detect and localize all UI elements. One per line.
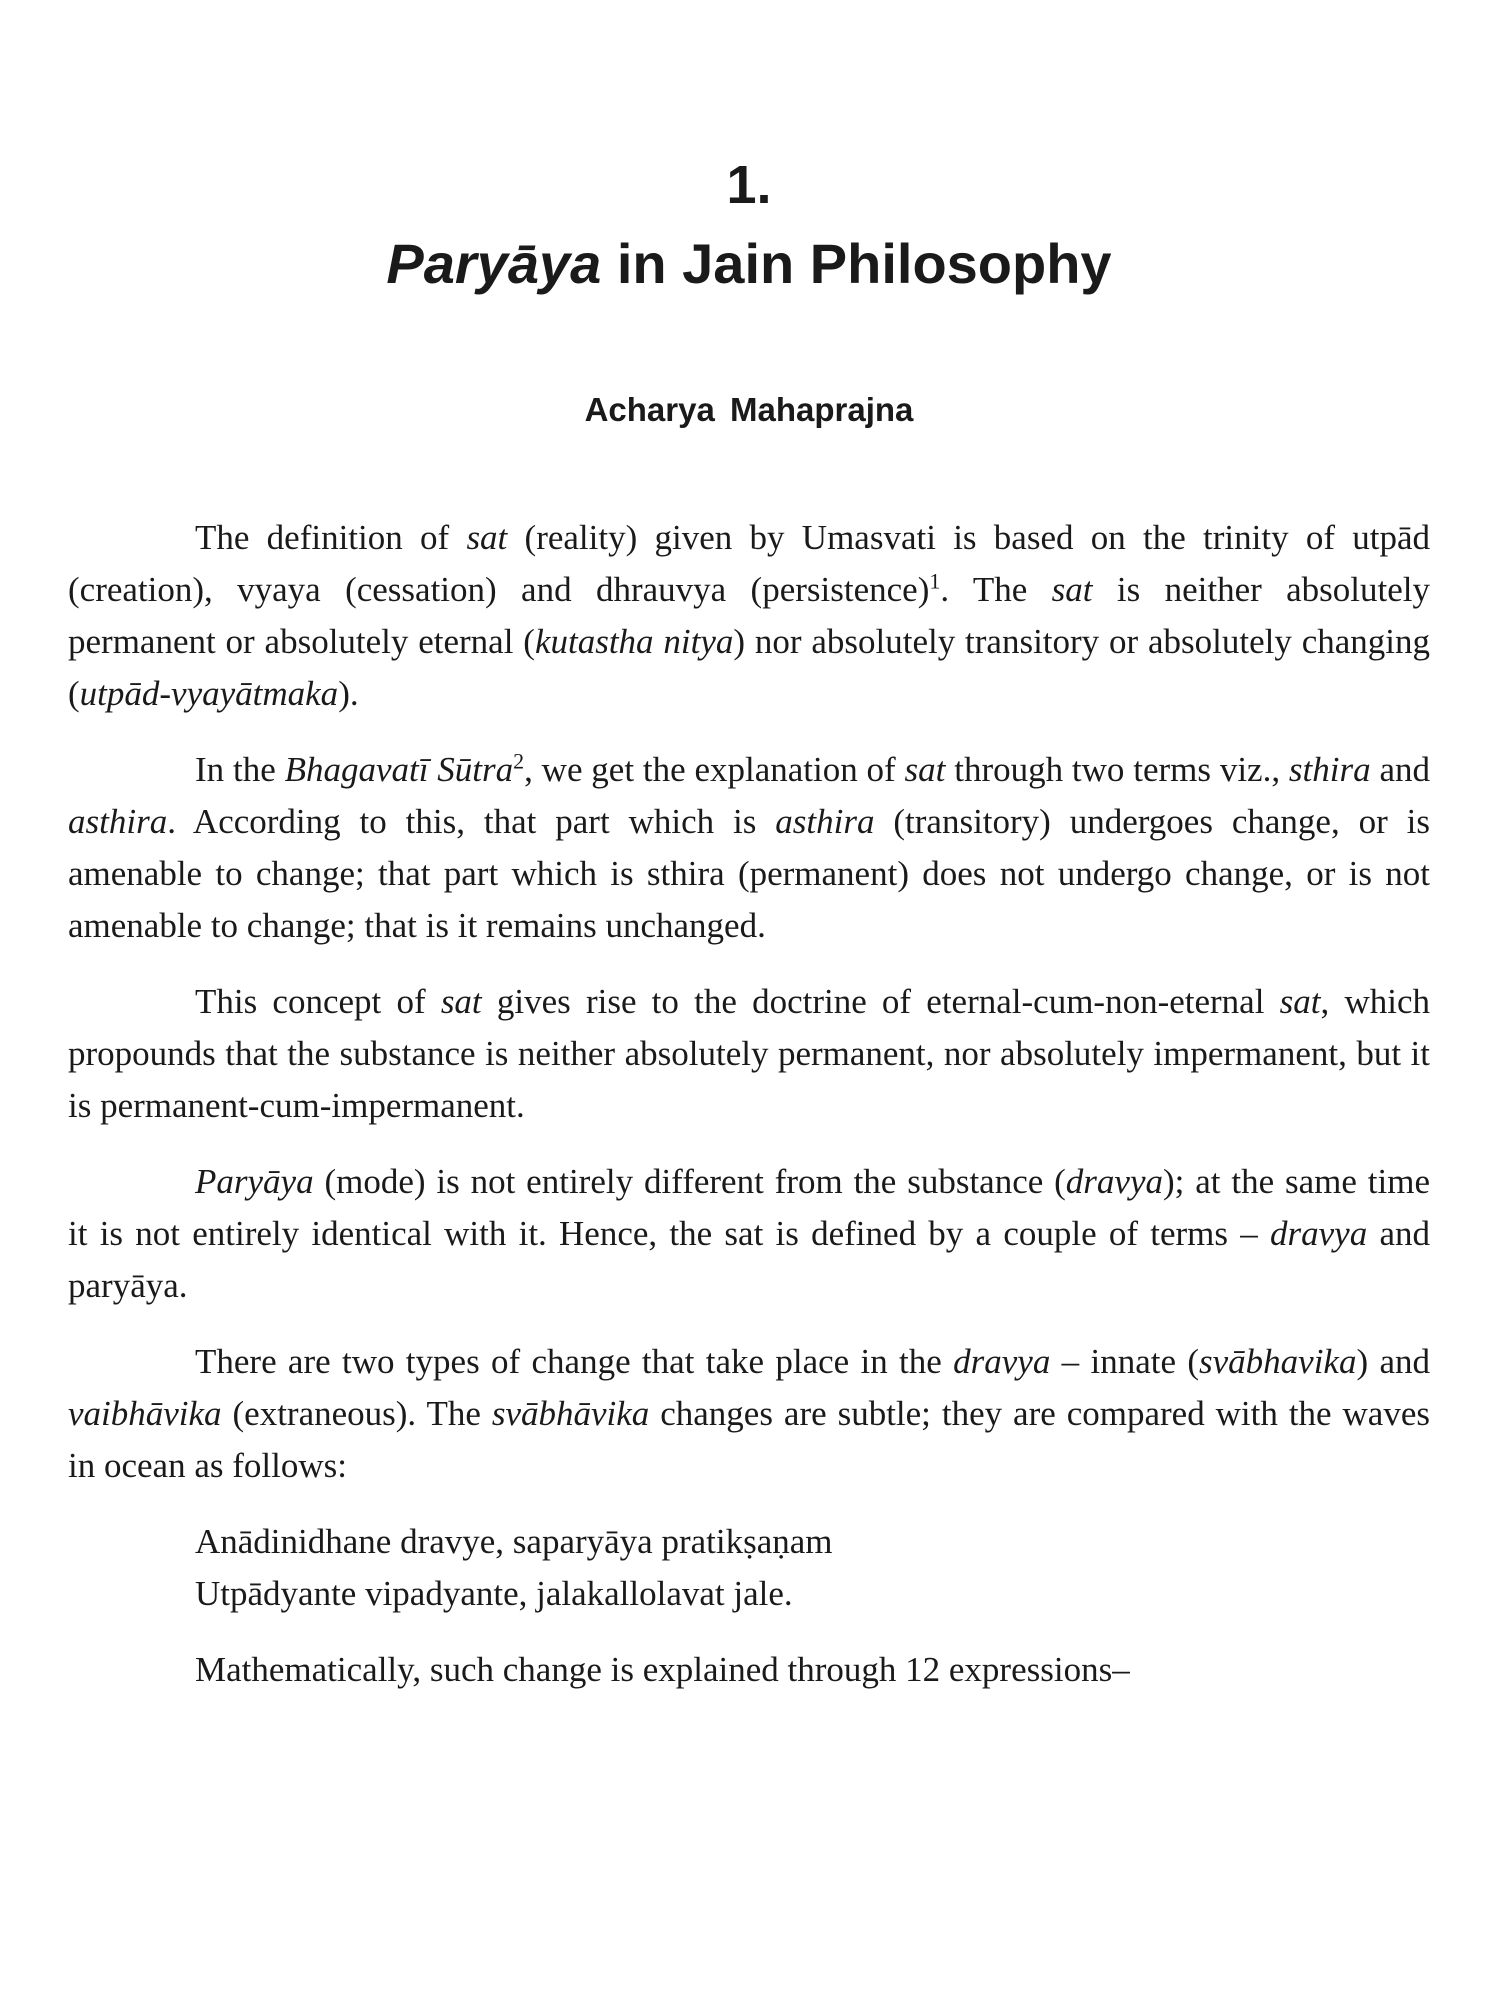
chapter-title (68, 232, 1430, 295)
sanskrit-verse (195, 1516, 1430, 1620)
paragraph-3 (68, 976, 1430, 1132)
italic-term: sat (466, 518, 508, 557)
italic-term: svābhavika (1199, 1342, 1357, 1381)
text-run: ). (338, 674, 359, 713)
italic-term: sthira (1288, 750, 1371, 789)
text-run: ) nor absolutely transitory or absolutely changing ( (68, 622, 1430, 713)
paragraph-6-start: Mathematically, such change is explained through 12 expressions– (195, 1650, 1130, 1689)
text-run: (extraneous). The (221, 1394, 492, 1433)
text-run: and paryāya. (68, 1214, 1430, 1305)
chapter-title-rest: in Jain Philosophy (601, 232, 1112, 295)
chapter-title-italic: Paryāya (386, 232, 602, 295)
italic-term: Bhagavatī Sūtra (284, 750, 514, 789)
author-name: Acharya Mahaprajna (584, 391, 914, 428)
text-run: , which propounds that the substance is neither absolutely permanent, nor absolutely impermanent, but it is permanent-cum-impermanent. (68, 982, 1430, 1125)
text-run: is neither absolutely permanent or absolutely eternal ( (68, 570, 1430, 661)
italic-term: Paryāya (195, 1162, 314, 1201)
italic-term: vaibhāvika (68, 1394, 222, 1433)
footnote-ref: 2 (513, 748, 525, 774)
italic-term: dravya (1065, 1162, 1163, 1201)
italic-term: sat (1051, 570, 1093, 609)
text-run: and (1370, 750, 1430, 789)
book-page (68, 0, 1430, 2000)
text-run: ); at the same time it is not entirely identical with it. Hence, the sat is defined by a couple of terms – (68, 1162, 1430, 1253)
text-run: ) and (1356, 1342, 1430, 1381)
text-run: The definition of (195, 518, 467, 557)
text-run: There are two types of change that take place in the (195, 1342, 954, 1381)
text-run: through two terms viz., (945, 750, 1289, 789)
italic-term: dravya (1270, 1214, 1368, 1253)
italic-term: asthira (68, 802, 168, 841)
paragraph-2 (68, 744, 1430, 952)
paragraph-1 (68, 512, 1430, 720)
italic-term: asthira (775, 802, 875, 841)
text-run: gives rise to the doctrine of eternal-cum-non-eternal (481, 982, 1280, 1021)
text-run: . The (940, 570, 1052, 609)
paragraph-5 (68, 1336, 1430, 1492)
text-run: (reality) given by Umasvati is based on the trinity of utpād (creation), vyaya (cessation) and dhrauvya (persistence) (68, 518, 1430, 609)
text-run: (mode) is not entirely different from the substance ( (313, 1162, 1066, 1201)
paragraph-4 (68, 1156, 1430, 1312)
italic-term: svābhāvika (491, 1394, 650, 1433)
italic-term: sat (440, 982, 482, 1021)
text-run: . According to this, that part which is (167, 802, 776, 841)
text-run: changes are subtle; they are compared with the waves in ocean as follows: (68, 1394, 1430, 1485)
verse-line-1: Anādinidhane dravye, saparyāya pratikṣaṇam (195, 1522, 833, 1561)
italic-term: sat (904, 750, 946, 789)
chapter-number: 1. (726, 155, 772, 215)
text-run: In the (195, 750, 285, 789)
text-run: , we get the explanation of (524, 750, 905, 789)
verse-line-2: Utpādyante vipadyante, jalakallolavat jale. (195, 1574, 793, 1613)
italic-term: dravya (953, 1342, 1051, 1381)
italic-term: sat (1279, 982, 1321, 1021)
text-run: (transitory) undergoes change, or is amenable to change; that part which is sthira (permanent) does not undergo change, or is not amenable to change; that is it remains unchanged. (68, 802, 1431, 945)
italic-term: kutastha nitya (534, 622, 734, 661)
footnote-ref: 1 (929, 568, 941, 594)
text-run: This concept of (195, 982, 441, 1021)
italic-term: utpād-vyayātmaka (79, 674, 339, 713)
body-text (68, 512, 1430, 1696)
text-run: – innate ( (1050, 1342, 1200, 1381)
